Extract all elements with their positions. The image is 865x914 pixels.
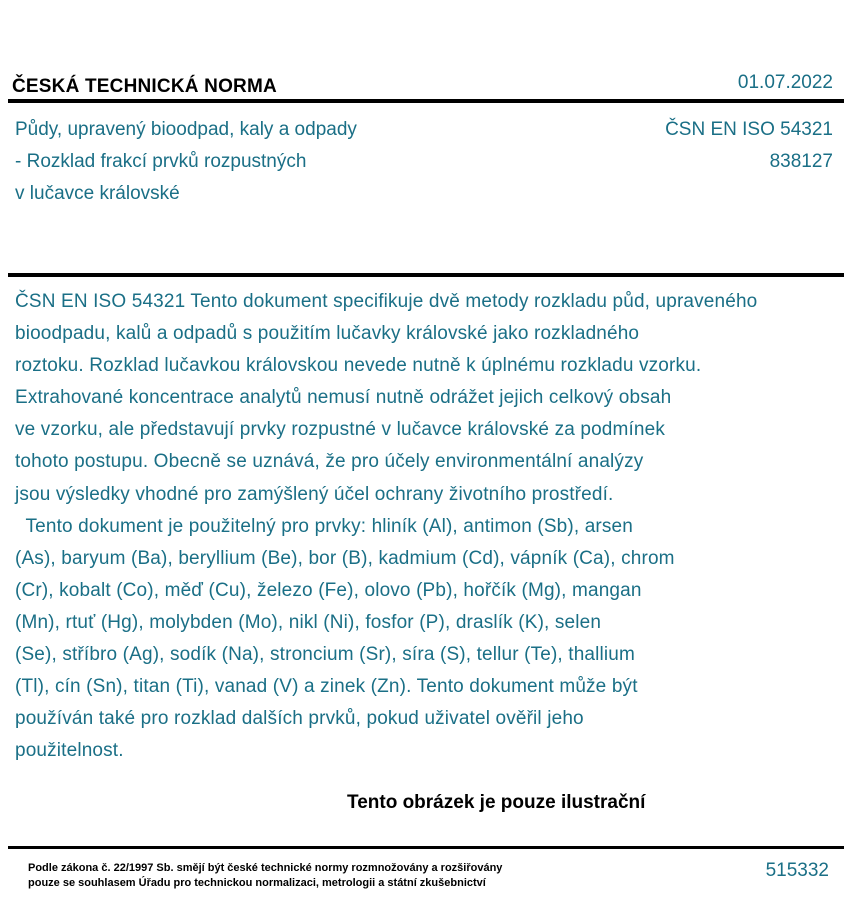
abstract-line: (As), baryum (Ba), beryllium (Be), bor (B), kadmium (Cd), vápník (Ca), chrom xyxy=(15,547,675,569)
title-line: - Rozklad frakcí prvků rozpustných xyxy=(15,151,307,172)
abstract-line: jsou výsledky vhodné pro zamýšlený účel ochrany životního prostředí. xyxy=(15,483,614,505)
abstract-line: roztoku. Rozklad lučavkou královskou nevede nutně k úplnému rozkladu vzorku. xyxy=(15,355,702,377)
standard-identifiers xyxy=(665,114,833,178)
abstract-line: (Cr), kobalt (Co), měď (Cu), železo (Fe), olovo (Pb), hořčík (Mg), mangan xyxy=(15,579,642,601)
abstract-line: ČSN EN ISO 54321 Tento dokument specifikuje dvě metody rozkladu půd, upraveného xyxy=(15,291,758,312)
title-divider xyxy=(8,273,844,277)
footer-divider xyxy=(8,846,844,849)
abstract-line: (Se), stříbro (Ag), sodík (Na), stroncium (Sr), síra (S), tellur (Te), thallium xyxy=(15,644,635,666)
document-number: 515332 xyxy=(765,860,829,881)
norm-heading: ČESKÁ TECHNICKÁ NORMA xyxy=(12,76,277,97)
abstract-line: (Tl), cín (Sn), titan (Ti), vanad (V) a zinek (Zn). Tento dokument může být xyxy=(15,676,638,698)
illustration-note: Tento obrázek je pouze ilustrační xyxy=(347,792,646,813)
abstract-line: tohoto postupu. Obecně se uznává, že pro účely environmentální analýzy xyxy=(15,451,644,473)
class-code: 838127 xyxy=(769,151,833,172)
publication-date: 01.07.2022 xyxy=(737,72,833,93)
abstract-line: Tento dokument je použitelný pro prvky: hliník (Al), antimon (Sb), arsen xyxy=(15,515,633,537)
abstract-line: (Mn), rtuť (Hg), molybden (Mo), nikl (Ni), fosfor (P), draslík (K), selen xyxy=(15,611,602,633)
abstract-line: bioodpadu, kalů a odpadů s použitím lučavky královské jako rozkladného xyxy=(15,323,640,345)
standard-id: ČSN EN ISO 54321 xyxy=(665,119,833,140)
legal-line: Podle zákona č. 22/1997 Sb. smějí být české technické normy rozmnožovány a rozšiřovány xyxy=(28,862,503,874)
abstract-line: používán také pro rozklad dalších prvků, pokud uživatel ověřil jeho xyxy=(15,708,584,730)
title-line: v lučavce královské xyxy=(15,183,180,204)
abstract-line: použitelnost. xyxy=(15,740,124,762)
document-title xyxy=(15,114,455,210)
legal-line: pouze se souhlasem Úřadu pro technickou normalizaci, metrologii a státní zkušebnictví xyxy=(28,877,486,889)
legal-notice xyxy=(28,861,502,891)
title-line: Půdy, upravený bioodpad, kaly a odpady xyxy=(15,119,357,140)
header-divider xyxy=(8,99,844,103)
abstract-text xyxy=(15,286,855,767)
abstract-line: ve vzorku, ale představují prvky rozpustné v lučavce královské za podmínek xyxy=(15,419,666,441)
abstract-line: Extrahované koncentrace analytů nemusí nutně odrážet jejich celkový obsah xyxy=(15,387,672,409)
